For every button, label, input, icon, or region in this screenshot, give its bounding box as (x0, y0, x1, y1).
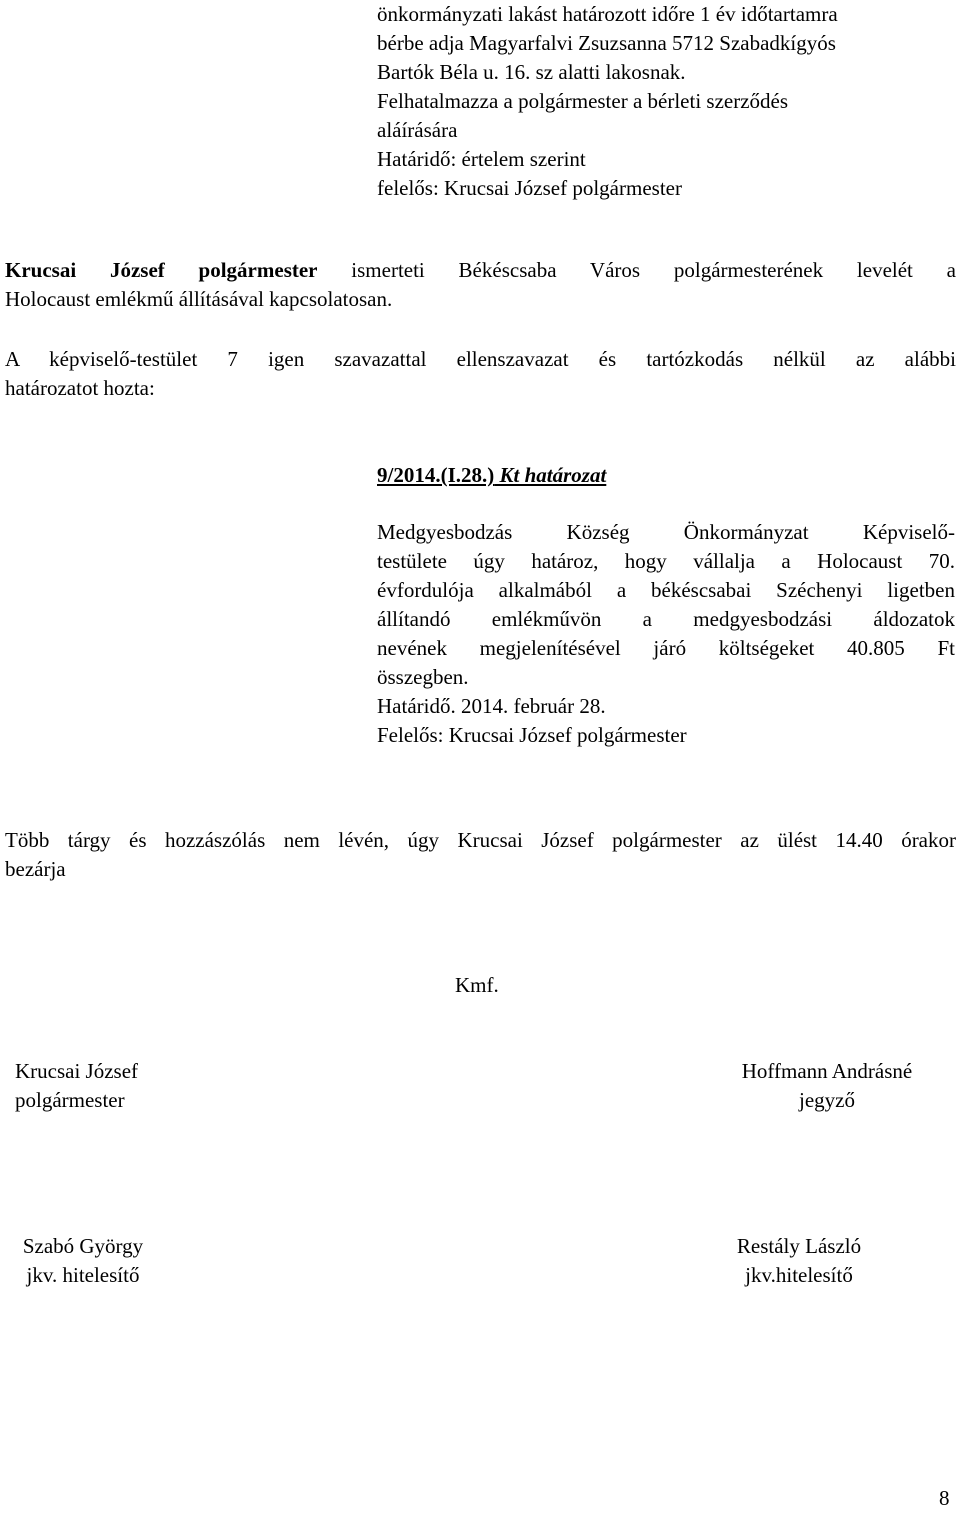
vote-line-1: A képviselő-testület 7 igen szavazattal ellenszavazat és tartózkodás nélkül az alábbi (5, 347, 956, 371)
signature-title: polgármester (15, 1088, 125, 1112)
resolution-responsible: Felelős: Krucsai József polgármester (377, 723, 687, 747)
intro-line-1 (5, 256, 956, 285)
vote-line-2: határozatot hozta: (5, 376, 155, 400)
text-line: Felhatalmazza a polgármester a bérleti szerződés (377, 89, 789, 113)
signature-authenticator-1 (10, 1232, 156, 1290)
text-line: felelős: Krucsai József polgármester (377, 176, 682, 200)
text-line: Bartók Béla u. 16. sz alatti lakosnak. (377, 60, 686, 84)
resolution-label: Kt határozat (494, 463, 607, 487)
signature-notary (722, 1057, 932, 1115)
signature-title: jkv.hitelesítő (745, 1263, 853, 1287)
page-number: 8 (939, 1486, 950, 1510)
text-line: Határidő: értelem szerint (377, 147, 586, 171)
resolution-title (377, 461, 606, 490)
resolution-line: nevének megjelenítésével járó költségeket 40.805 Ft (377, 636, 955, 660)
signature-name: Restály László (736, 1234, 862, 1258)
kmf-label: Kmf. (455, 973, 499, 997)
text-line: bérbe adja Magyarfalvi Zsuzsanna 5712 Szabadkígyós (377, 31, 836, 55)
intro-bold-name: Krucsai József polgármester (5, 258, 318, 282)
signature-mayor (15, 1057, 138, 1115)
intro-rest: ismerteti Békéscsaba Város polgármesterének levelét a (317, 258, 956, 282)
signature-authenticator-2 (723, 1232, 875, 1290)
text-line: aláírására (377, 118, 458, 142)
intro-paragraph (5, 256, 956, 314)
continuation-block (377, 0, 937, 203)
resolution-deadline: Határidő. 2014. február 28. (377, 694, 606, 718)
signature-name: Hoffmann Andrásné (741, 1059, 913, 1083)
intro-line-2: Holocaust emlékmű állításával kapcsolatosan. (5, 287, 393, 311)
resolution-body (377, 518, 955, 750)
resolution-line: Medgyesbodzás Község Önkormányzat Képviselő- (377, 520, 955, 544)
signature-title: jegyző (799, 1088, 855, 1112)
resolution-line: testülete úgy határoz, hogy vállalja a Holocaust 70. (377, 549, 955, 573)
resolution-number: 9/2014.(I.28.) (377, 463, 495, 487)
vote-paragraph (5, 345, 956, 403)
signature-name: Szabó György (22, 1234, 144, 1258)
closing-line-2: bezárja (5, 857, 66, 881)
resolution-line: évfordulója alkalmából a békéscsabai Széchenyi ligetben (377, 578, 955, 602)
signature-title: jkv. hitelesítő (26, 1263, 140, 1287)
resolution-line: állítandó emlékművön a medgyesbodzási áldozatok (377, 607, 955, 631)
closing-line-1: Több tárgy és hozzászólás nem lévén, úgy Krucsai József polgármester az ülést 14.40 órakor (5, 828, 956, 852)
signature-name: Krucsai József (15, 1059, 139, 1083)
resolution-line: összegben. (377, 665, 469, 689)
closing-paragraph (5, 826, 956, 884)
text-line: önkormányzati lakást határozott időre 1 év időtartamra (377, 2, 838, 26)
